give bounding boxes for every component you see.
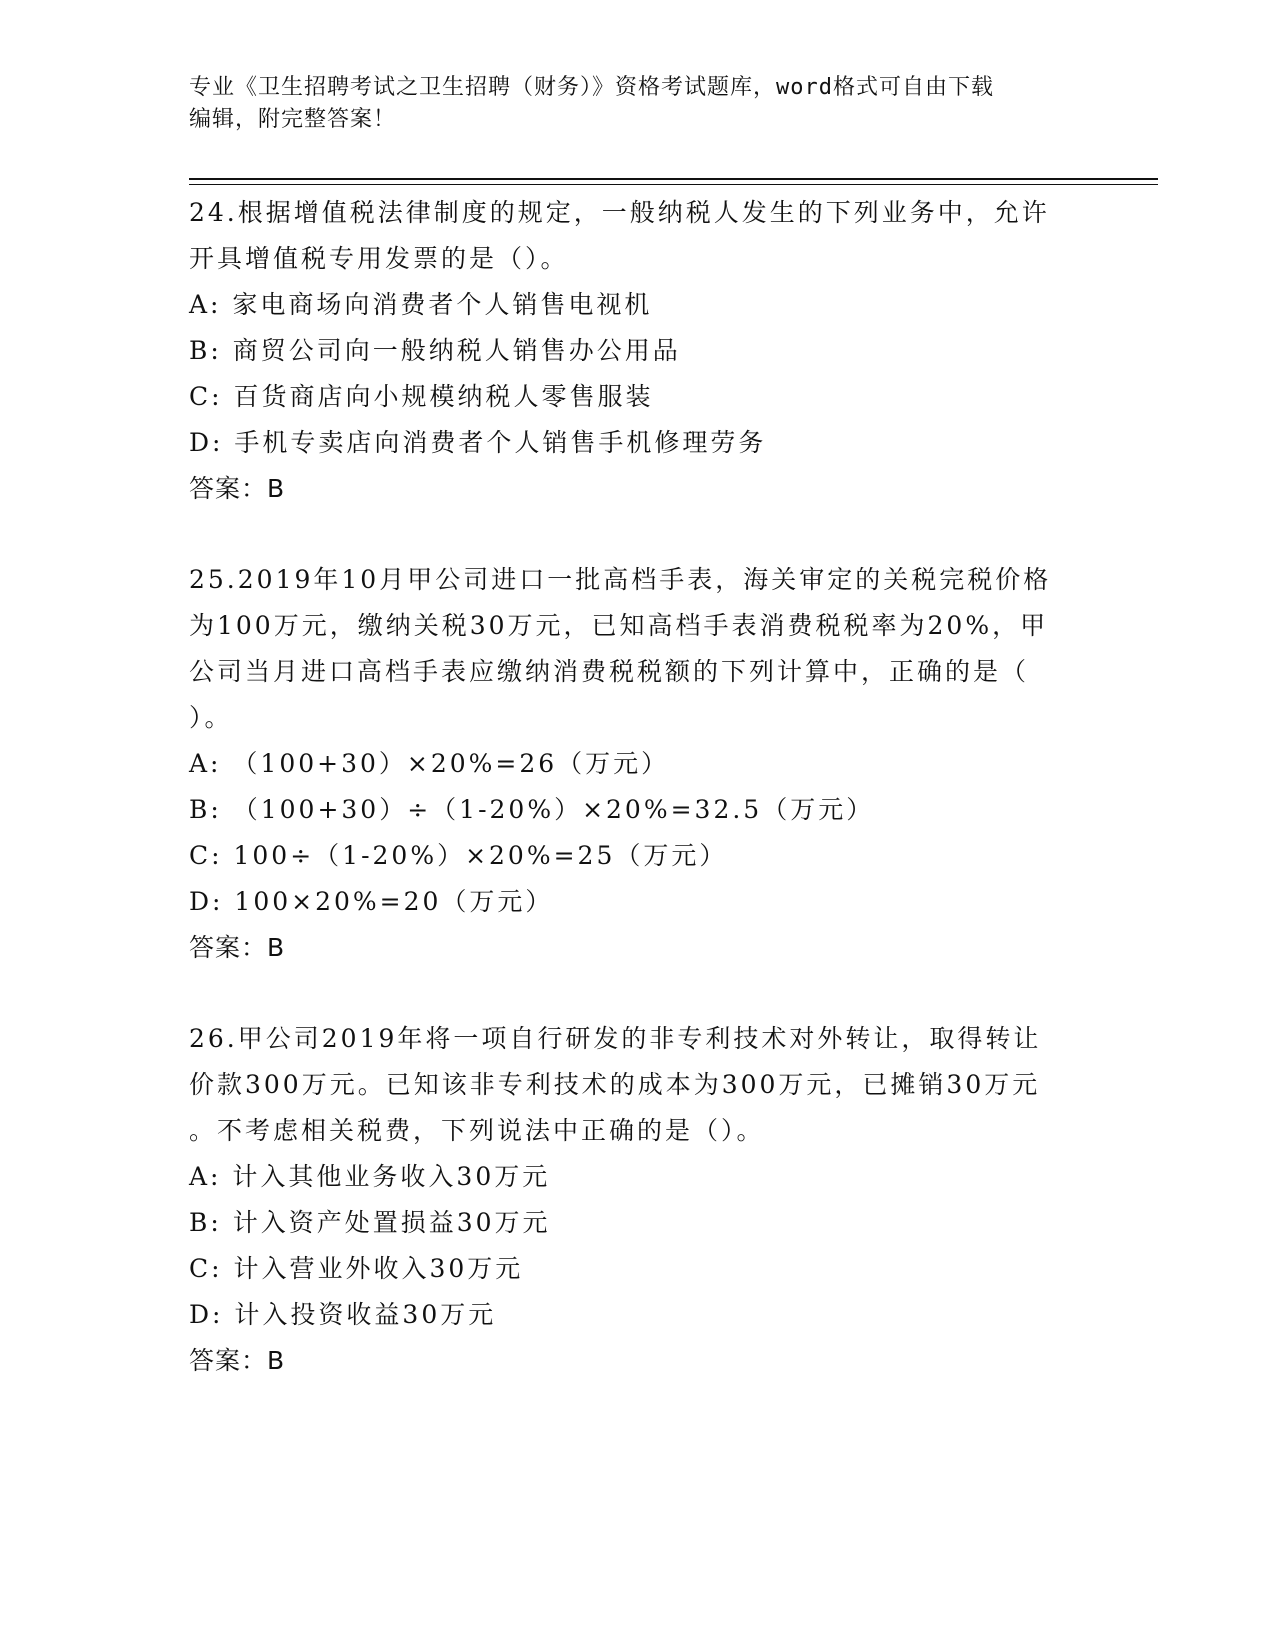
option-a: A: 计入其他业务收入30万元 (189, 1162, 551, 1191)
option-b: B: 计入资产处置损益30万元 (189, 1208, 551, 1237)
option-b: B: （100+30）÷（1-20%）×20%=32.5（万元） (189, 795, 875, 824)
option-c: C: 计入营业外收入30万元 (189, 1254, 524, 1283)
question-stem-line: 价款300万元。已知该非专利技术的成本为300万元，已摊销30万元 (189, 1070, 1041, 1099)
question-stem-line: 24.根据增值税法律制度的规定，一般纳税人发生的下列业务中，允许 (189, 198, 1050, 227)
option-c: C: 100÷（1-20%）×20%=25（万元） (189, 841, 728, 870)
question-stem-line: 26.甲公司2019年将一项自行研发的非专利技术对外转让，取得转让 (189, 1024, 1042, 1053)
option-a: A: 家电商场向消费者个人销售电视机 (189, 290, 653, 319)
header-line-1: 专业《卫生招聘考试之卫生招聘（财务）》资格考试题库，word格式可自由下载 (189, 75, 994, 100)
header-line-2: 编辑，附完整答案！ (189, 107, 397, 132)
option-b: B: 商贸公司向一般纳税人销售办公用品 (189, 336, 681, 365)
question-stem-line: 公司当月进口高档手表应缴纳消费税税额的下列计算中，正确的是（ (189, 657, 1030, 686)
answer-label: 答案：B (189, 1346, 286, 1375)
option-a: A: （100+30）×20%=26（万元） (189, 749, 670, 778)
question-stem-line: 开具增值税专用发票的是（）。 (189, 244, 569, 273)
header-divider-thin (189, 184, 1158, 185)
option-c: C: 百货商店向小规模纳税人零售服装 (189, 382, 654, 411)
answer-label: 答案：B (189, 933, 286, 962)
header-divider-thick (189, 178, 1158, 180)
question-stem-line: 为100万元，缴纳关税30万元，已知高档手表消费税税率为20%，甲 (189, 611, 1049, 640)
answer-label: 答案：B (189, 474, 286, 503)
question-25 (189, 557, 1089, 971)
option-d: D: 100×20%=20（万元） (189, 887, 554, 916)
question-stem-line: 。不考虑相关税费，下列说法中正确的是（）。 (189, 1116, 765, 1145)
option-d: D: 手机专卖店向消费者个人销售手机修理劳务 (189, 428, 767, 457)
question-stem-line: 25.2019年10月甲公司进口一批高档手表，海关审定的关税完税价格 (189, 565, 1052, 594)
question-26 (189, 1016, 1089, 1384)
question-24 (189, 190, 1089, 512)
question-stem-line: ）。 (189, 703, 233, 732)
option-d: D: 计入投资收益30万元 (189, 1300, 497, 1329)
question-list (189, 190, 1089, 1429)
document-header (189, 72, 1089, 136)
